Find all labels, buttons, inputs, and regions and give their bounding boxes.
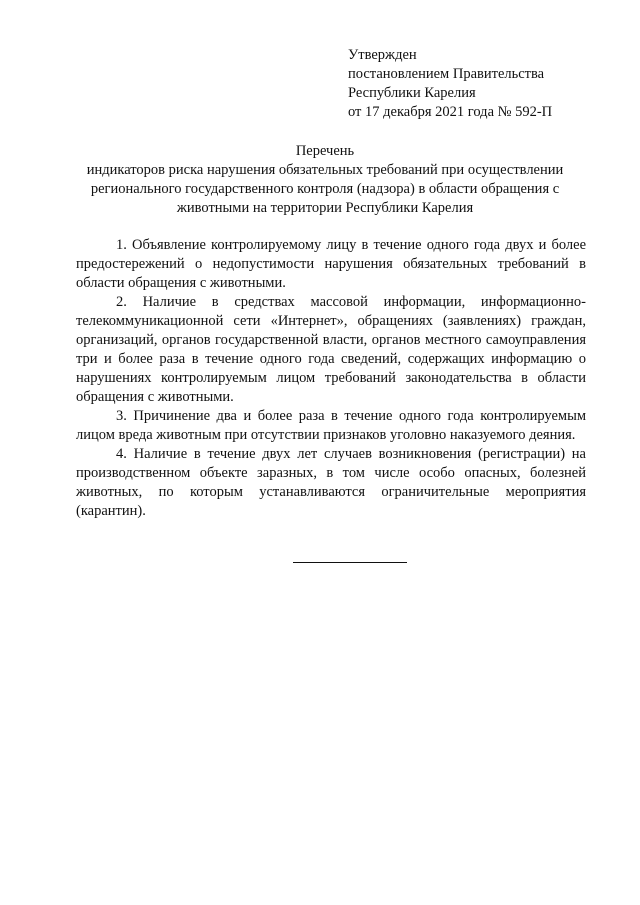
- document-body: [76, 236, 586, 521]
- list-item-1: 1. Объявление контролируемому лицу в течение одного года двух и более предостережений о недопустимости нарушения обязательных требований в области обращения с животными.: [76, 237, 586, 291]
- approval-line-1: Утвержден: [348, 47, 417, 63]
- document-title: [60, 142, 590, 218]
- title-subtitle: индикаторов риска нарушения обязательных требований при осуществлении регионального государственного контроля (надзора) в области обращения с животными на территории Республики Карелия: [86, 162, 564, 216]
- approval-line-4: от 17 декабря 2021 года № 592-П: [348, 104, 553, 120]
- title-heading: Перечень: [295, 143, 355, 159]
- list-item-3: 3. Причинение два и более раза в течение одного года контролируемым лицом вреда животным при отсутствии признаков уголовно наказуемого деяния.: [76, 408, 586, 443]
- closing-divider: [293, 562, 407, 563]
- approval-line-3: Республики Карелия: [348, 85, 476, 101]
- list-item-4: 4. Наличие в течение двух лет случаев возникновения (регистрации) на производственном объекте заразных, в том числе особо опасных, болезней животных, по которым устанавливаются ограничительные мероприятия (карантин).: [76, 446, 586, 519]
- list-item-2: 2. Наличие в средствах массовой информации, информационно-телекоммуникационной сети «Интернет», обращениях (заявлениях) граждан, организаций, органов государственной власти, органов местного самоуправления три и более раза в течение одного года сведений, содержащих информацию о нарушениях контролируемым лицом требований законодательства в области обращения с животными.: [76, 294, 586, 405]
- approval-line-2: постановлением Правительства: [348, 66, 545, 82]
- approval-stamp: [348, 46, 628, 122]
